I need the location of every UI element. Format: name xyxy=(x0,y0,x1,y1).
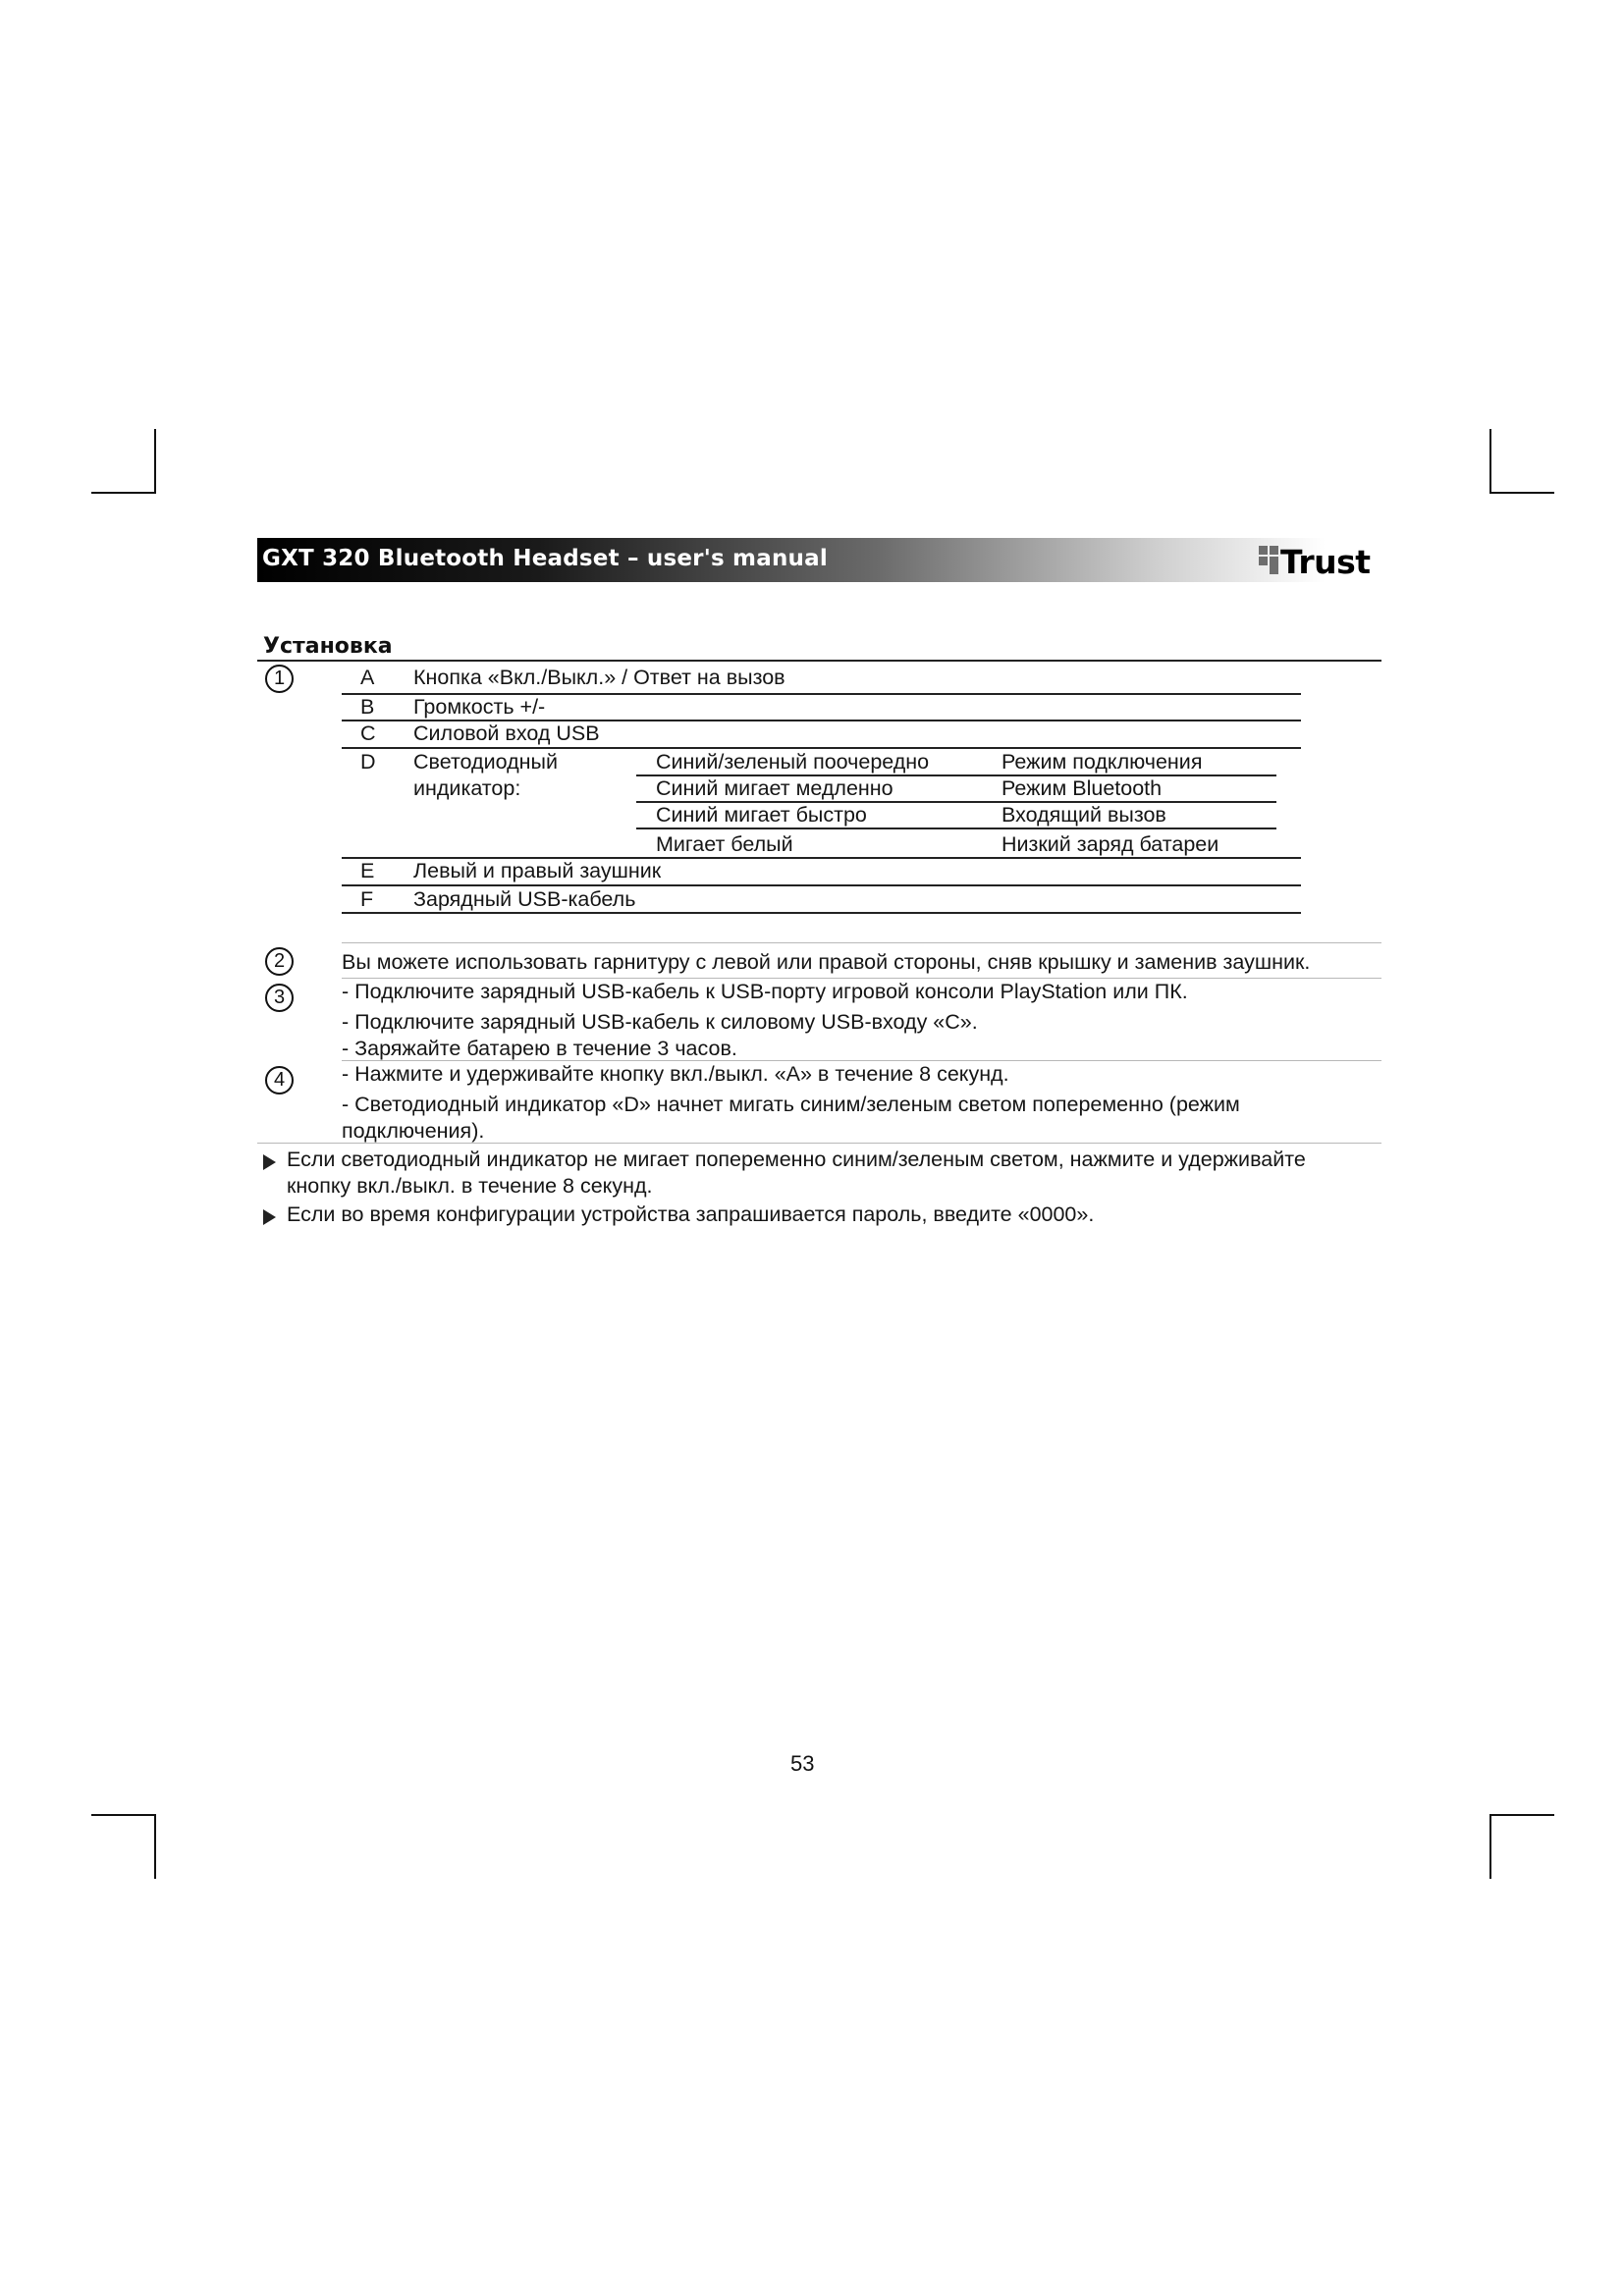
page-number: 53 xyxy=(790,1751,815,1776)
trust-logo-text: Trust xyxy=(1280,543,1371,579)
part-rule-f xyxy=(342,912,1301,914)
part-letter-c: C xyxy=(360,721,376,745)
part-label-b: Громкость +/- xyxy=(413,695,546,719)
part-label-f: Зарядный USB-кабель xyxy=(413,887,636,911)
step-badge-4: 4 xyxy=(265,1066,294,1095)
trust-logo xyxy=(1257,536,1382,579)
part-letter-d: D xyxy=(360,750,376,774)
step-3-line-3: - Заряжайте батарею в течение 3 часов. xyxy=(342,1037,737,1060)
led-rule-3 xyxy=(636,828,1276,829)
part-letter-a: A xyxy=(360,666,375,689)
step-4-line-2: - Светодиодный индикатор «D» начнет мигать синим/зеленым светом попеременно (режим xyxy=(342,1093,1240,1116)
bullet-arrow-icon xyxy=(263,1209,276,1225)
step-4-line-1: - Нажмите и удерживайте кнопку вкл./выкл. «A» в течение 8 секунд. xyxy=(342,1062,1009,1086)
crop-mark-bottom-right-vertical xyxy=(1489,1814,1491,1879)
bullet-arrow-icon xyxy=(263,1154,276,1170)
trust-logo-mark-icon xyxy=(1257,536,1382,579)
crop-mark-top-right-vertical xyxy=(1489,429,1491,494)
note-1-line-2: кнопку вкл./выкл. в течение 8 секунд. xyxy=(287,1174,653,1198)
part-letter-b: B xyxy=(360,695,375,719)
step-badge-3: 3 xyxy=(265,984,294,1012)
crop-mark-bottom-left-vertical xyxy=(154,1814,156,1879)
crop-mark-top-left-horizontal xyxy=(91,492,156,494)
led-meaning-2: Режим Bluetooth xyxy=(1001,776,1163,800)
part-label-a: Кнопка «Вкл./Выкл.» / Ответ на вызов xyxy=(413,666,785,689)
led-meaning-4: Низкий заряд батареи xyxy=(1001,832,1219,856)
led-signal-2: Синий мигает медленно xyxy=(656,776,893,800)
part-label-d-line1: Светодиодный xyxy=(413,750,558,774)
part-label-e: Левый и правый заушник xyxy=(413,859,662,882)
led-signal-3: Синий мигает быстро xyxy=(656,803,867,827)
led-meaning-1: Режим подключения xyxy=(1001,750,1203,774)
part-letter-f: F xyxy=(360,887,374,911)
notes-rule xyxy=(257,1143,1381,1144)
step-badge-2: 2 xyxy=(265,947,294,976)
led-signal-4: Мигает белый xyxy=(656,832,793,856)
step-3-line-2: - Подключите зарядный USB-кабель к силовому USB-входу «C». xyxy=(342,1010,978,1034)
step-2-text: Вы можете использовать гарнитуру с левой или правой стороны, сняв крышку и заменив заушник. xyxy=(342,950,1311,974)
section-title: Установка xyxy=(263,634,393,659)
led-meaning-3: Входящий вызов xyxy=(1001,803,1166,827)
manual-title: GXT 320 Bluetooth Headset – user's manual xyxy=(262,546,828,571)
crop-mark-bottom-right-horizontal xyxy=(1489,1814,1554,1816)
part-label-c: Силовой вход USB xyxy=(413,721,600,745)
crop-mark-bottom-left-horizontal xyxy=(91,1814,156,1816)
note-1-line-1: Если светодиодный индикатор не мигает попеременно синим/зеленым светом, нажмите и удерживайте xyxy=(287,1148,1306,1171)
led-signal-1: Синий/зеленый поочередно xyxy=(656,750,930,774)
note-2-line-1: Если во время конфигурации устройства запрашивается пароль, введите «0000». xyxy=(287,1202,1095,1226)
section-title-rule xyxy=(257,660,1381,662)
crop-mark-top-right-horizontal xyxy=(1489,492,1554,494)
step-3-line-1: - Подключите зарядный USB-кабель к USB-порту игровой консоли PlayStation или ПК. xyxy=(342,980,1188,1003)
step-4-line-3: подключения). xyxy=(342,1119,485,1143)
step-2-rule xyxy=(342,942,1381,943)
crop-mark-top-left-vertical xyxy=(154,429,156,494)
step-badge-1: 1 xyxy=(265,665,294,693)
part-letter-e: E xyxy=(360,859,375,882)
part-label-d-line2: индикатор: xyxy=(413,776,521,800)
